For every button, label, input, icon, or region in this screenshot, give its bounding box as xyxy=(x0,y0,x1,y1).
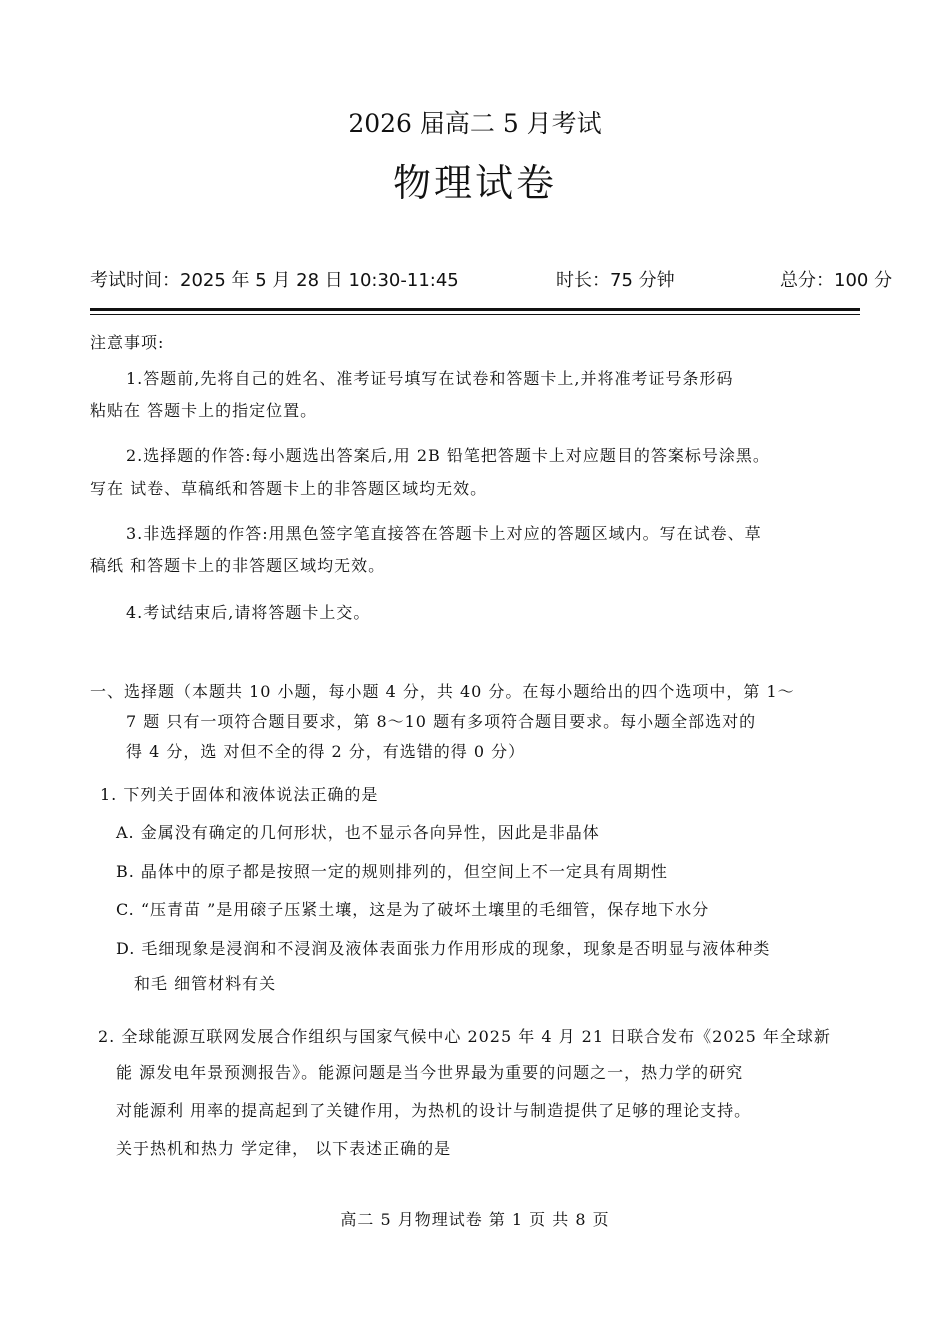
subject-title: 物理试卷 xyxy=(392,161,557,205)
section-1-heading-line-2: 7 题 只有一项符合题目要求，第 8～10 题有多项符合题目要求。每小题全部选对的 xyxy=(126,712,757,731)
note-item-4: 4.考试结束后,请将答题卡上交。 xyxy=(126,603,371,622)
page-footer: 高二 5 月物理试卷 第 1 页 共 8 页 xyxy=(340,1210,610,1229)
note-item-2-line-1: 2.选择题的作答:每小题选出答案后,用 2B 铅笔把答题卡上对应题目的答案标号涂黑。 xyxy=(126,446,770,465)
header-divider-thick xyxy=(90,308,860,311)
notes-heading: 注意事项: xyxy=(90,333,165,352)
header-divider-thin xyxy=(90,314,860,315)
note-item-3-line-1: 3.非选择题的作答:用黑色签字笔直接答在答题卡上对应的答题区域内。写在试卷、草 xyxy=(126,524,762,543)
question-1-option-d-line-1: D. 毛细现象是浸润和不浸润及液体表面张力作用形成的现象，现象是否明显与液体种类 xyxy=(116,939,771,958)
question-2-stem-line-2: 能 源发电年景预测报告》。能源问题是当今世界最为重要的问题之一，热力学的研究 xyxy=(116,1063,744,1082)
note-item-2-line-2: 写在 试卷、草稿纸和答题卡上的非答题区域均无效。 xyxy=(90,479,488,498)
exam-time: 考试时间：2025 年 5 月 28 日 10:30-11:45 xyxy=(90,270,459,291)
note-item-1-line-2: 粘贴在 答题卡上的指定位置。 xyxy=(90,401,318,420)
question-2-stem-line-1: 2. 全球能源互联网发展合作组织与国家气候中心 2025 年 4 月 21 日联合发布《2025 年全球新 xyxy=(98,1027,831,1046)
question-1-option-a: A. 金属没有确定的几何形状，也不显示各向异性，因此是非晶体 xyxy=(116,823,600,842)
question-1-option-d-line-2: 和毛 细管材料有关 xyxy=(134,974,277,993)
question-1-stem: 1. 下列关于固体和液体说法正确的是 xyxy=(100,785,379,804)
exam-duration: 时长：75 分钟 xyxy=(556,270,675,291)
question-2-stem-line-4: 关于热机和热力 学定律， 以下表述正确的是 xyxy=(116,1139,452,1158)
total-score: 总分：100 分 xyxy=(780,270,893,291)
question-2-stem-line-3: 对能源利 用率的提高起到了关键作用，为热机的设计与制造提供了足够的理论支持。 xyxy=(116,1101,752,1120)
section-1-heading-line-3: 得 4 分，选 对但不全的得 2 分，有选错的得 0 分） xyxy=(126,742,526,761)
exam-title: 2026 届高二 5 月考试 xyxy=(348,109,602,138)
note-item-1-line-1: 1.答题前,先将自己的姓名、准考证号填写在试卷和答题卡上,并将准考证号条形码 xyxy=(126,369,734,388)
question-1-option-c: C. “压青苗 ”是用磙子压紧土壤，这是为了破坏土壤里的毛细管，保存地下水分 xyxy=(116,900,710,919)
note-item-3-line-2: 稿纸 和答题卡上的非答题区域均无效。 xyxy=(90,556,386,575)
question-1-option-b: B. 晶体中的原子都是按照一定的规则排列的，但空间上不一定具有周期性 xyxy=(116,862,668,881)
section-1-heading-line-1: 一、选择题（本题共 10 小题，每小题 4 分，共 40 分。在每小题给出的四个选项中，第 1～ xyxy=(90,682,795,701)
